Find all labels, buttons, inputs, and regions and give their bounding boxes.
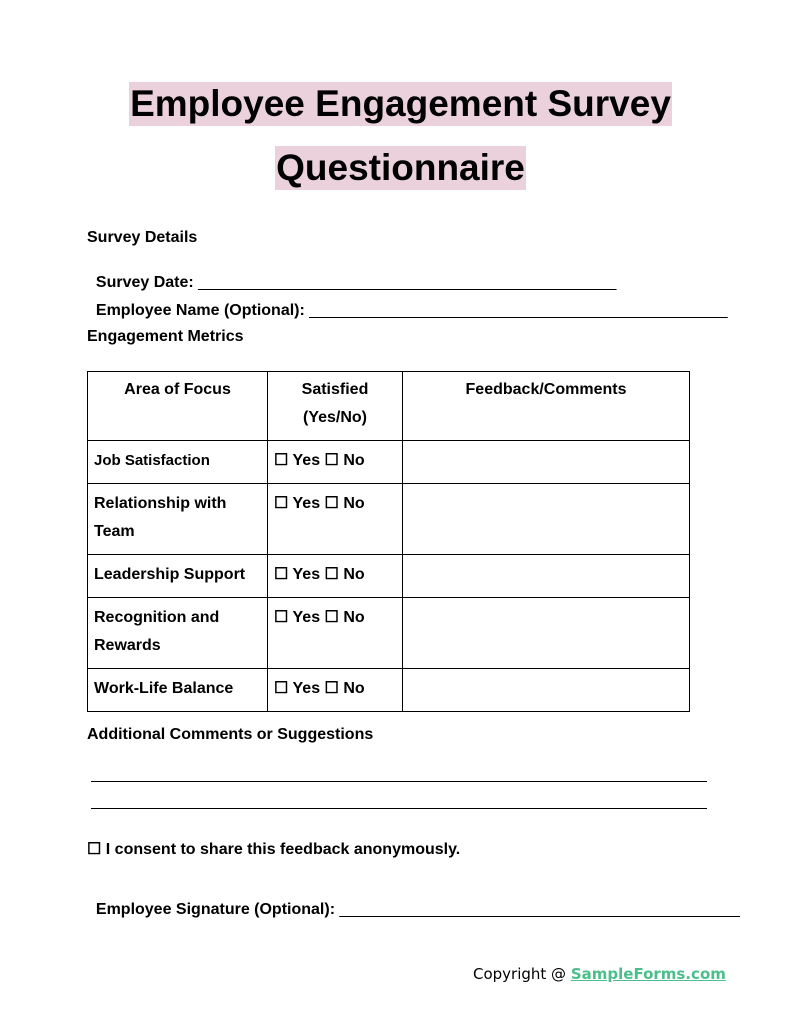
survey-date-label: Survey Date: bbox=[95, 274, 199, 291]
employee-name-label: Employee Name (Optional): bbox=[95, 302, 310, 319]
signature-field[interactable]: _____________________________________________ bbox=[339, 901, 740, 918]
copyright-footer bbox=[473, 965, 726, 983]
document-title bbox=[0, 82, 801, 190]
comment-line-2[interactable] bbox=[91, 808, 707, 809]
area-cell: Work-Life Balance bbox=[88, 669, 268, 712]
feedback-cell[interactable] bbox=[403, 555, 690, 598]
sampleforms-link[interactable]: SampleForms.com bbox=[570, 965, 726, 983]
area-cell: Leadership Support bbox=[88, 555, 268, 598]
table-header-row bbox=[88, 372, 690, 441]
employee-name-row bbox=[87, 284, 728, 320]
comment-line-1[interactable] bbox=[91, 781, 707, 782]
signature-label: Employee Signature (Optional): bbox=[95, 901, 340, 918]
area-cell: Job Satisfaction bbox=[88, 441, 268, 484]
table-row bbox=[88, 441, 690, 484]
additional-comments-heading: Additional Comments or Suggestions bbox=[87, 726, 374, 743]
table-row bbox=[88, 555, 690, 598]
feedback-cell[interactable] bbox=[403, 669, 690, 712]
area-cell: Recognition and Rewards bbox=[88, 598, 268, 669]
survey-details-heading: Survey Details bbox=[87, 229, 198, 246]
yes-no-checkboxes[interactable]: ☐ Yes ☐ No bbox=[268, 484, 403, 555]
table-row bbox=[88, 484, 690, 555]
column-header-satisfied: Satisfied (Yes/No) bbox=[268, 372, 403, 441]
area-cell: Relationship with Team bbox=[88, 484, 268, 555]
engagement-metrics-table bbox=[87, 371, 690, 712]
signature-row bbox=[87, 883, 740, 919]
employee-name-field[interactable]: _______________________________________________ bbox=[309, 302, 728, 319]
yes-no-checkboxes[interactable]: ☐ Yes ☐ No bbox=[268, 598, 403, 669]
table-row bbox=[88, 669, 690, 712]
table-row bbox=[88, 598, 690, 669]
feedback-cell[interactable] bbox=[403, 441, 690, 484]
column-header-area: Area of Focus bbox=[88, 372, 268, 441]
yes-no-checkboxes[interactable]: ☐ Yes ☐ No bbox=[268, 441, 403, 484]
title-line-2: Questionnaire bbox=[276, 147, 525, 188]
column-header-feedback: Feedback/Comments bbox=[403, 372, 690, 441]
copyright-prefix: Copyright @ bbox=[473, 965, 571, 983]
yes-no-checkboxes[interactable]: ☐ Yes ☐ No bbox=[268, 669, 403, 712]
survey-date-field[interactable]: _______________________________________________ bbox=[198, 274, 617, 291]
consent-checkbox[interactable]: ☐ I consent to share this feedback anonymously. bbox=[87, 841, 461, 858]
feedback-cell[interactable] bbox=[403, 484, 690, 555]
engagement-metrics-heading: Engagement Metrics bbox=[87, 328, 244, 345]
title-line-1: Employee Engagement Survey bbox=[130, 83, 671, 124]
yes-no-checkboxes[interactable]: ☐ Yes ☐ No bbox=[268, 555, 403, 598]
feedback-cell[interactable] bbox=[403, 598, 690, 669]
